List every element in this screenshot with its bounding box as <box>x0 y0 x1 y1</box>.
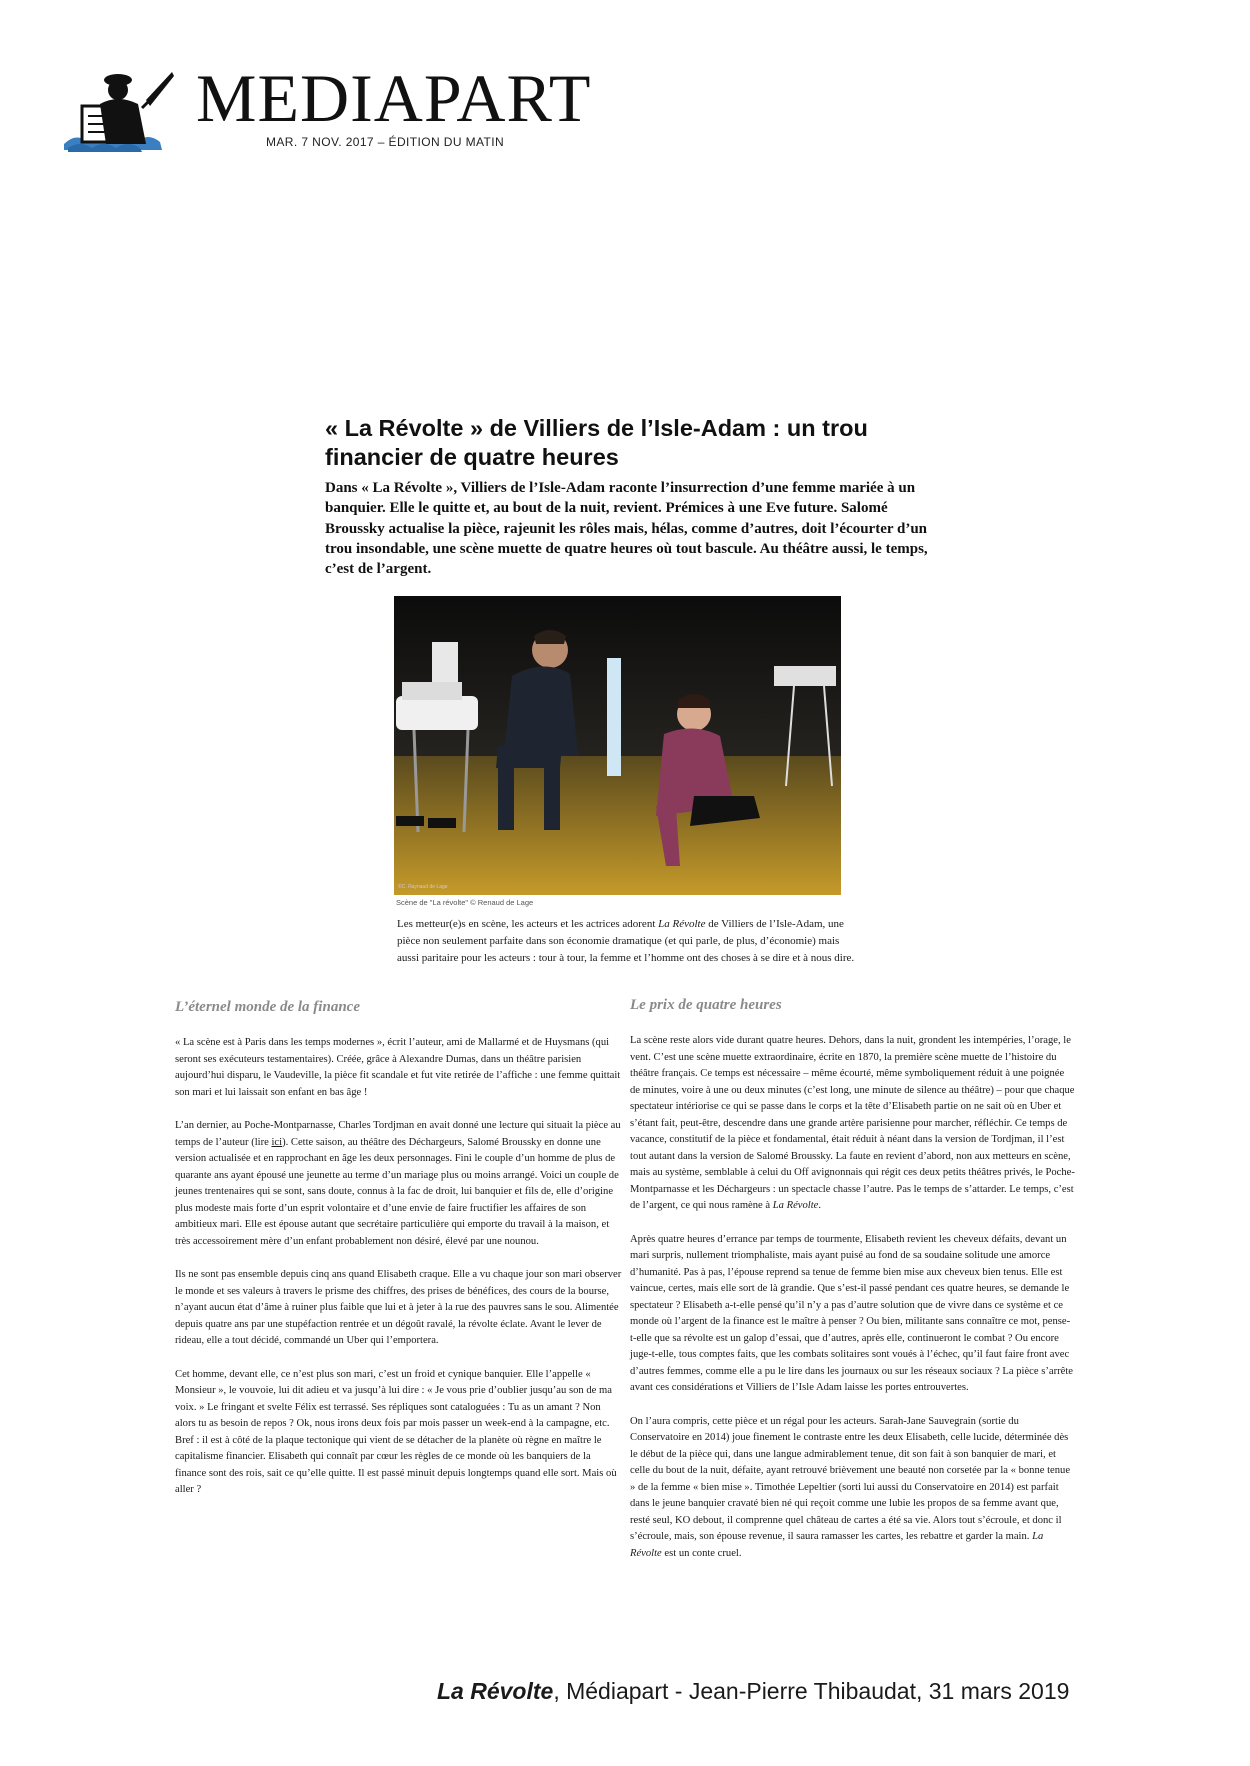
paragraph: Cet homme, devant elle, ce n’est plus son mari, c’est un froid et cynique banquier. Elle l’appelle « Monsieur », le vouvoie, lui dit adieu et va jusqu’à lui dire : « Je vous prie d’oublier jusqu’au son de ma voix. » Le fringant et svelte Félix est terrassé. Ses répliques sont cataloguées : Tu as un amant ? Non alors tu as besoin de repos ? Ok, nous irons deux fois par mois passer un week-end à la campagne, etc. Bref : il est à côté de la plaque tectonique qui vient de se détacher de la planète où règne en maître le capitalisme financier. Elisabeth qui connaît par cœur les règles de ce monde où les banquiers de la finance sont des rois, sait ce qu’elle quitte. Il est passé minuit depuis longtemps quand elle sort. Mais où aller ? <box>175 1368 617 1495</box>
left-column <box>175 1035 622 1499</box>
paragraph: On l’aura compris, cette pièce et un régal pour les acteurs. Sarah-Jane Sauvegrain (sortie du Conservatoire en 2014) joue finement le contraste entre les deux Elisabeth, celle lucide, déterminée dès le début de la pièce qui, dans une langue admirablement tenue, dit son fait à son banquier de mari, et celle du bout de la nuit, défaite, ayant retrouvé brièvement une beauté non corsetée par la « bonne tenue » de la femme « bien mise ». Timothée Lepeltier (sorti lui aussi du Conservatoire en 2014) est parfait dans le jeune banquier cravaté bien né qui reçoit comme une lubie les propos de sa femme avant que, resté seul, KO debout, il comprenne quel château de cartes a été sa vie. Alors tout s’écroule, et donc il s’écroule, mais, son épouse revenue, il saura ramasser les cartes, les rebattre et garder la main. La Révolte est un conte cruel. <box>630 1415 1071 1559</box>
edition-date: MAR. 7 NOV. 2017 – ÉDITION DU MATIN <box>266 135 505 149</box>
paragraph: Ils ne sont pas ensemble depuis cinq ans quand Elisabeth craque. Elle a vu chaque jour son mari observer le monde et ses valeurs à travers le prisme des chiffres, des prises de bénéfices, des cours de la bourse, n’ayant aucun état d’âme à ruiner plus faible que lui et à jeter à la rue des pauvres sans le sou. Alimentée depuis quatre ans par une stupéfaction rentrée et un dégoût ravalé, la révolte éclate. Avant le lever de rideau, elle a tout décidé, commandé un Uber qui l’emportera. <box>175 1269 622 1346</box>
source-citation: La Révolte, Médiapart - Jean-Pierre Thibaudat, 31 mars 2019 <box>437 1678 1070 1704</box>
photo-caption: Scène de "La révolte" © Renaud de Lage <box>396 898 534 907</box>
read-here-link[interactable]: ici <box>271 1136 283 1148</box>
section-title-finance: L’éternel monde de la finance <box>175 999 360 1015</box>
paragraph: « La scène est à Paris dans les temps modernes », écrit l’auteur, ami de Mallarmé et de Huysmans (qui seront ses exécuteurs testamentaires). Créée, grâce à Alexandre Dumas, dans un théâtre parisien aujourd’hui disparu, le Vaudeville, la pièce fit scandale et fut vite retirée de l’affiche : une femme quittait son mari et lui laissait son enfant en bas âge ! <box>175 1037 621 1098</box>
paragraph: La scène reste alors vide durant quatre heures. Dehors, dans la nuit, grondent les intempéries, l’orage, le vent. C’est une scène muette extraordinaire, écrite en 1870, la première scène muette de l’histoire du théâtre français. Ce temps est nécessaire – même écourté, même symboliquement réduit à une poignée de minutes, voire à une ou deux minutes (c’est long, une minute de silence au théâtre) – pour que chaque spectateur intériorise ce qui se passe dans le corps et la tête d’Elisabeth partie on ne sait où en Uber et s’étant fait, peut-être, descendre dans une grande artère parisienne pour marcher, réfléchir. Ce temps de vacance, constitutif de la pièce et fondamental, était réduit à néant dans la version de Tordjman, il l’est tout autant dans la version de Salomé Broussky. La faute en revient d’abord, non aux metteurs en scène, mais au système, semblable à celui du Off avignonnais qui régit ces deux petits théâtres privés, le Poche-Montparnasse et les Déchargeurs : un spectacle chasse l’autre. Pas le temps de s’attarder. Le temps, c’est de l’argent, ce qui nous ramène à La Révolte. <box>630 1035 1075 1211</box>
brand-wordmark: MEDIAPART <box>196 60 592 136</box>
paragraph: Après quatre heures d’errance par temps de tourmente, Elisabeth revient les cheveux défaits, devant un mari surpris, nullement triomphaliste, mais ayant puisé au fond de sa soudaine solitude une amorce d’humanité. Pas à pas, l’épouse reprend sa tenue de femme bien mise aux cheveux bien tenus. Elle est vaincue, certes, mais elle sort de là grandie. Que s’est-il passé pendant ces quatre heures, se demande le spectateur ? Elisabeth a-t-elle pensé qu’il n’y a pas d’autre solution que de vivre dans ce système et ce monde où l’argent de la finance est le maître à penser ? Ou bien, militante sans connaître ce mot, pense-t-elle que sa révolte est un galop d’essai, que d’autres, après elle, continueront le combat ? Ou encore juge-t-elle, tous comptes faits, que les combats solitaires sont voués à l’échec, qu’il faut faire front avec d’autres femmes, comme elle a pu le lire dans les journaux ou sur les réseaux sociaux ? La pièce s’arrête avant ces considérations et Villiers de l’Isle Adam laisse les portes entrouvertes. <box>630 1233 1073 1393</box>
article-chapo: Dans « La Révolte », Villiers de l’Isle-Adam raconte l’insurrection d’une femme mariée à un banquier. Elle le quitte et, au bout de la nuit, revient. Prémices à une Eve future. Salomé Broussky actualise la pièce, rajeunit les rôles mais, hélas, comme d’autres, doit l’écourter d’un trou insondable, une scène muette de quatre heures où tout bascule. Au théâtre aussi, le temps, c’est de l’argent. <box>325 480 928 578</box>
stage-photo <box>394 596 841 895</box>
right-column <box>630 1033 1076 1562</box>
section-title-four-hours: Le prix de quatre heures <box>630 997 782 1013</box>
photo-credit: ©C. Raynaud de Lage <box>398 884 448 890</box>
paragraph: L’an dernier, au Poche-Montparnasse, Charles Tordjman en avait donné une lecture qui situait la pièce au temps de l’auteur (lire ici). Cette saison, au théâtre des Déchargeurs, Salomé Broussky en donne une version actualisée et en rapprochant en âge les deux personnages. Fini le couple d’un homme de plus de quarante ans ayant épousé une jeunette au terme d’un mariage plus ou moins arrangé. Voici un couple de jeunes trentenaires qui se sont, sans doute, connus à la fac de droit, lui banquier et fils de, elle d’origine plus modeste mais forte d’un esprit volontaire et d’une envie de faire fructifier les affaires de son ambitieux mari. Elle est épouse autant que secrétaire particulière qui emporte du travail à la maison, et très accessoirement mère d’un enfant probablement non désiré, élevé par une nounou. <box>175 1120 621 1247</box>
article-intro: Les metteur(e)s en scène, les acteurs et les actrices adorent La Révolte de Villiers de l’Isle-Adam, une pièce non seulement parfaite dans son économie dramatique (et qui parle, de plus, d’économie) mais aussi paritaire pour les acteurs : tour à tour, la femme et l’homme ont des choses à se dire et à nous dire. <box>397 918 855 964</box>
article-headline: « La Révolte » de Villiers de l’Isle-Adam : un trou financier de quatre heures <box>325 415 868 470</box>
reporter-with-quill-icon <box>62 64 180 154</box>
